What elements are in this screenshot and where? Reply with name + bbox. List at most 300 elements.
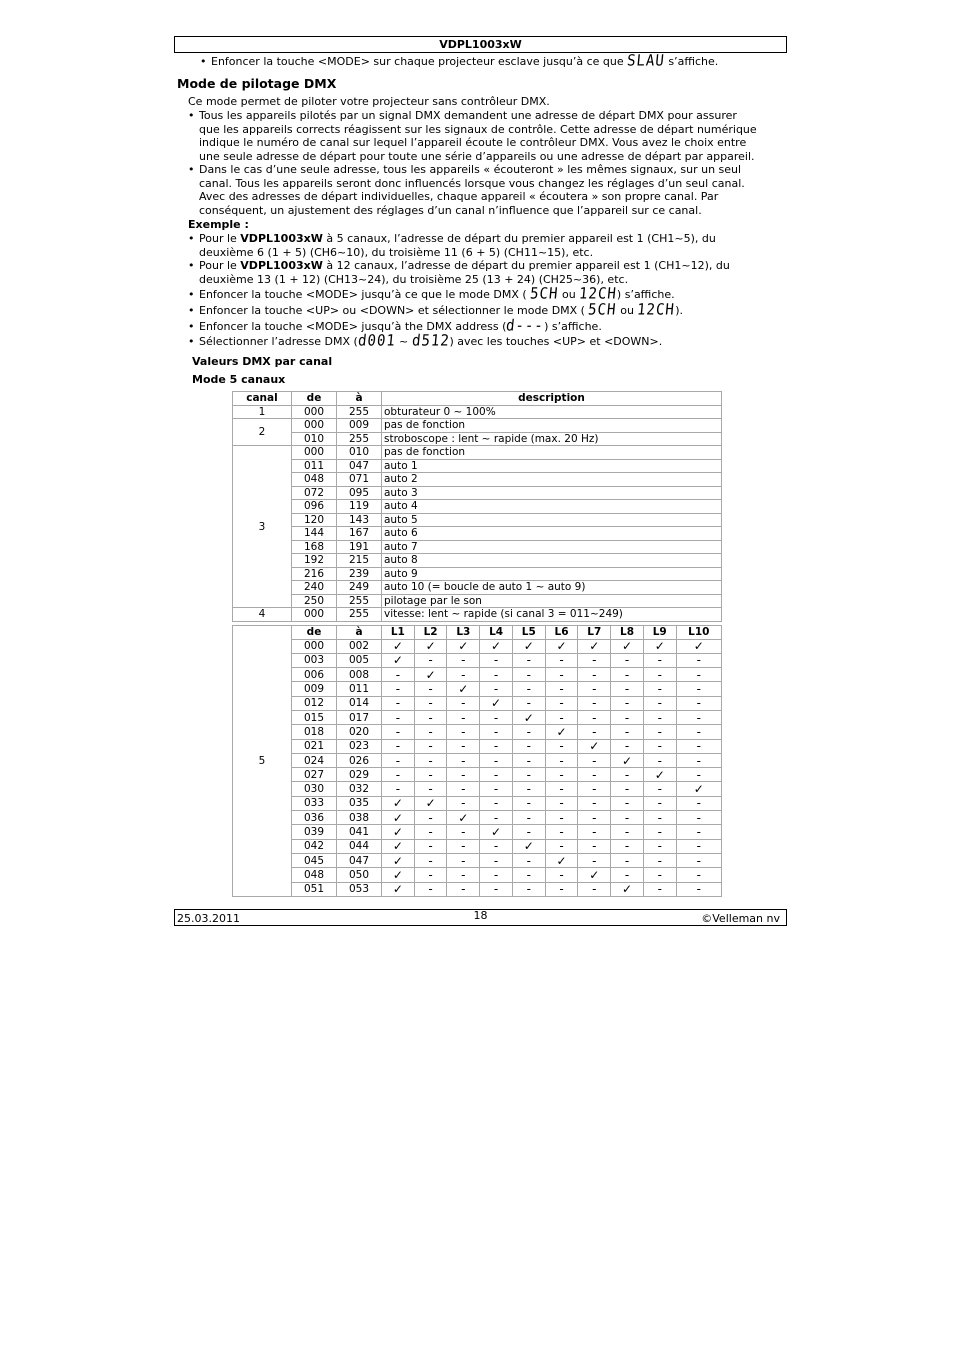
cell-a: 002: [337, 639, 382, 653]
cell-l7: -: [578, 825, 611, 839]
th-a: à: [337, 392, 382, 406]
footer-copyright: ©Velleman nv: [701, 912, 780, 925]
cell-l9: -: [643, 868, 676, 882]
th-à: à: [337, 626, 382, 640]
t: Pour le: [199, 232, 237, 245]
t: ou: [620, 304, 634, 317]
cell-a: 249: [337, 581, 382, 595]
cell-a: 071: [337, 473, 382, 487]
cell-de: 036: [292, 811, 337, 825]
cell-l1: ✓: [382, 882, 415, 896]
cell-l10: ✓: [676, 639, 721, 653]
cell-de: 168: [292, 540, 337, 554]
cell-l9: -: [643, 796, 676, 810]
cell-l6: -: [545, 839, 578, 853]
table-row: [233, 608, 722, 622]
cell-l9: -: [643, 696, 676, 710]
table-row: [233, 696, 722, 710]
subheading-mode: Mode 5 canaux: [192, 373, 286, 386]
example-5ch: [199, 232, 716, 259]
cell-l10: -: [676, 811, 721, 825]
cell-l8: -: [611, 796, 644, 810]
cell-a: 053: [337, 882, 382, 896]
line: Avec des adresses de départ individuelles, chaque appareil « écoutera » son propre canal. Par: [199, 190, 719, 204]
cell-description: auto 8: [382, 554, 722, 568]
cell-l7: -: [578, 653, 611, 667]
cell-l4: ✓: [480, 696, 513, 710]
cell-de: 009: [292, 682, 337, 696]
cell-l9: -: [643, 710, 676, 724]
cell-l6: -: [545, 868, 578, 882]
cell-de: 144: [292, 527, 337, 541]
cell-l10: -: [676, 825, 721, 839]
cell-l6: -: [545, 682, 578, 696]
cell-l5: -: [512, 739, 545, 753]
lcd-d001: d001: [357, 332, 397, 350]
th-de: de: [292, 392, 337, 406]
cell-l6: -: [545, 882, 578, 896]
cell-l2: ✓: [414, 796, 447, 810]
line: • Tous les appareils pilotés par un signal DMX demandent une adresse de départ DMX pour assurer: [199, 109, 737, 122]
cell-l6: -: [545, 768, 578, 782]
lcd-address: d---: [505, 317, 546, 335]
cell-a: 023: [337, 739, 382, 753]
cell-l1: -: [382, 739, 415, 753]
cell-a: 038: [337, 811, 382, 825]
paragraph: Ce mode permet de piloter votre projecteur sans contrôleur DMX.: [188, 95, 550, 108]
th-l1: L1: [382, 626, 415, 640]
cell-l4: -: [480, 710, 513, 724]
cell-l8: ✓: [611, 753, 644, 767]
header-model: VDPL1003xW: [439, 38, 522, 51]
cell-l5: -: [512, 725, 545, 739]
bullet-single-address: [199, 163, 745, 218]
table-row: [233, 554, 722, 568]
table-row: [233, 500, 722, 514]
step-up-down: [199, 301, 683, 319]
cell-a: 255: [337, 405, 382, 419]
cell-l10: -: [676, 682, 721, 696]
cell-l6: -: [545, 825, 578, 839]
cell-l1: -: [382, 725, 415, 739]
cell-l3: -: [447, 768, 480, 782]
cell-l10: -: [676, 768, 721, 782]
th-l5: L5: [512, 626, 545, 640]
th-l2: L2: [414, 626, 447, 640]
table-row: [233, 739, 722, 753]
cell-l10: -: [676, 725, 721, 739]
cell-l3: -: [447, 796, 480, 810]
th-l8: L8: [611, 626, 644, 640]
cell-l9: -: [643, 725, 676, 739]
cell-l3: -: [447, 753, 480, 767]
dmx-table-channels: [232, 391, 722, 622]
cell-a: 119: [337, 500, 382, 514]
th-l10: L10: [676, 626, 721, 640]
t: Pour le: [199, 259, 237, 272]
cell-l3: ✓: [447, 811, 480, 825]
cell-l7: ✓: [578, 639, 611, 653]
cell-l2: ✓: [414, 639, 447, 653]
lcd-12ch: 12CH: [578, 285, 618, 303]
cell-l10: -: [676, 753, 721, 767]
model: VDPL1003xW: [240, 232, 323, 245]
cell-l6: ✓: [545, 639, 578, 653]
cell-l8: -: [611, 825, 644, 839]
cell-l2: -: [414, 696, 447, 710]
section-title: Mode de pilotage DMX: [177, 76, 337, 91]
line: une seule adresse de départ pour toute une série d’appareils ou une adresse de départ par appareil.: [199, 150, 755, 164]
cell-de: 216: [292, 567, 337, 581]
cell-l9: -: [643, 668, 676, 682]
table-row: [233, 796, 722, 810]
cell-a: 239: [337, 567, 382, 581]
cell-a: 215: [337, 554, 382, 568]
cell-l9: -: [643, 882, 676, 896]
cell-description: auto 6: [382, 527, 722, 541]
cell-l1: ✓: [382, 825, 415, 839]
cell-l2: -: [414, 753, 447, 767]
t: ) s’affiche.: [616, 288, 675, 301]
cell-l5: -: [512, 853, 545, 867]
cell-l4: -: [480, 668, 513, 682]
cell-a: 047: [337, 459, 382, 473]
cell-l2: -: [414, 839, 447, 853]
cell-l7: -: [578, 768, 611, 782]
th-l9: L9: [643, 626, 676, 640]
cell-l3: -: [447, 696, 480, 710]
table-row: [233, 653, 722, 667]
cell-description: stroboscope : lent ~ rapide (max. 20 Hz): [382, 432, 722, 446]
cell-de: 000: [292, 446, 337, 460]
cell-a: 167: [337, 527, 382, 541]
line: canal. Tous les appareils seront donc influencés lorsque vous changez les réglages d’un seul canal.: [199, 176, 745, 190]
cell-l7: -: [578, 796, 611, 810]
cell-l7: -: [578, 753, 611, 767]
cell-l1: -: [382, 710, 415, 724]
cell-l1: ✓: [382, 868, 415, 882]
lcd-5ch: 5CH: [587, 301, 618, 319]
table-row: [233, 540, 722, 554]
cell-a: 047: [337, 853, 382, 867]
cell-l1: -: [382, 753, 415, 767]
lcd-12ch: 12CH: [636, 301, 677, 319]
cell-l1: ✓: [382, 811, 415, 825]
th-l4: L4: [480, 626, 513, 640]
table-row: [233, 768, 722, 782]
cell-de: 003: [292, 653, 337, 667]
cell-l10: -: [676, 668, 721, 682]
cell-l9: -: [643, 853, 676, 867]
cell-l9: -: [643, 653, 676, 667]
cell-de: 010: [292, 432, 337, 446]
step-select: [199, 332, 663, 350]
cell-de: 030: [292, 782, 337, 796]
cell-l2: -: [414, 653, 447, 667]
table-row: [233, 753, 722, 767]
cell-l4: -: [480, 796, 513, 810]
table-row: [233, 782, 722, 796]
cell-l2: -: [414, 853, 447, 867]
t: ~: [399, 335, 409, 348]
cell-canal: 1: [233, 405, 292, 419]
cell-description: auto 9: [382, 567, 722, 581]
table-row: [233, 710, 722, 724]
bullet-dmx-address: [199, 109, 757, 164]
cell-l7: -: [578, 882, 611, 896]
cell-l1: ✓: [382, 839, 415, 853]
table-row: [233, 446, 722, 460]
t: à 12 canaux, l’adresse de départ du premier appareil est 1 (CH1~12), du: [326, 259, 730, 272]
cell-l4: -: [480, 753, 513, 767]
table-row: [233, 419, 722, 433]
cell-l9: ✓: [643, 768, 676, 782]
cell-a: 010: [337, 446, 382, 460]
example-label: Exemple :: [188, 218, 249, 231]
cell-l1: ✓: [382, 653, 415, 667]
cell-l7: -: [578, 725, 611, 739]
cell-de: 042: [292, 839, 337, 853]
t: ) s’affiche.: [544, 320, 602, 333]
table-row: [233, 581, 722, 595]
cell-de: 000: [292, 405, 337, 419]
cell-a: 032: [337, 782, 382, 796]
cell-de: 051: [292, 882, 337, 896]
cell-description: auto 10 (= boucle de auto 1 ~ auto 9): [382, 581, 722, 595]
step-mode: [199, 285, 675, 303]
cell-l2: -: [414, 682, 447, 696]
cell-de: 096: [292, 500, 337, 514]
cell-l5: ✓: [512, 639, 545, 653]
table-row: [233, 668, 722, 682]
cell-l5: -: [512, 753, 545, 767]
cell-l8: -: [611, 739, 644, 753]
cell-l9: ✓: [643, 639, 676, 653]
cell-l7: -: [578, 682, 611, 696]
cell-l5: -: [512, 653, 545, 667]
cell-l4: -: [480, 768, 513, 782]
cell-l10: -: [676, 853, 721, 867]
line: deuxième 13 (1 + 12) (CH13~24), du troisième 25 (13 + 24) (CH25~36), etc.: [199, 272, 629, 286]
cell-l9: -: [643, 839, 676, 853]
cell-l5: -: [512, 696, 545, 710]
th-description: description: [382, 392, 722, 406]
cell-de: 048: [292, 868, 337, 882]
cell-de: 024: [292, 753, 337, 767]
cell-l7: -: [578, 811, 611, 825]
cell-a: 035: [337, 796, 382, 810]
cell-l4: -: [480, 839, 513, 853]
intro-text-after: s’affiche.: [668, 55, 719, 68]
table-row: [233, 868, 722, 882]
cell-l7: ✓: [578, 868, 611, 882]
cell-l1: -: [382, 768, 415, 782]
cell-description: auto 5: [382, 513, 722, 527]
footer-date: 25.03.2011: [177, 912, 240, 925]
cell-l9: -: [643, 811, 676, 825]
cell-l10: -: [676, 839, 721, 853]
cell-l4: -: [480, 653, 513, 667]
cell-l6: -: [545, 796, 578, 810]
cell-l6: -: [545, 710, 578, 724]
cell-a: 020: [337, 725, 382, 739]
cell-de: 012: [292, 696, 337, 710]
cell-l10: ✓: [676, 782, 721, 796]
cell-l3: -: [447, 882, 480, 896]
t: Enfoncer la touche <MODE> jusqu’à ce que le mode DMX (: [199, 288, 527, 301]
cell-l2: -: [414, 768, 447, 782]
cell-l2: -: [414, 782, 447, 796]
cell-description: auto 4: [382, 500, 722, 514]
lcd-d512: d512: [410, 332, 451, 350]
cell-l5: -: [512, 768, 545, 782]
cell-description: obturateur 0 ~ 100%: [382, 405, 722, 419]
cell-a: 008: [337, 668, 382, 682]
lcd-5ch: 5CH: [529, 285, 560, 303]
cell-de: 018: [292, 725, 337, 739]
cell-l5: -: [512, 882, 545, 896]
cell-l10: -: [676, 653, 721, 667]
cell-l7: -: [578, 782, 611, 796]
cell-l6: -: [545, 753, 578, 767]
line: conséquent, un ajustement des réglages d’un canal n’influence que l’appareil sur ce canal.: [199, 204, 702, 218]
cell-l7: -: [578, 696, 611, 710]
line: deuxième 6 (1 + 5) (CH6~10), du troisième 11 (6 + 5) (CH11~15), etc.: [199, 245, 594, 259]
cell-l3: ✓: [447, 639, 480, 653]
t: Enfoncer la touche <UP> ou <DOWN> et sélectionner le mode DMX (: [199, 304, 585, 317]
th-canal: canal: [233, 392, 292, 406]
cell-l5: -: [512, 782, 545, 796]
cell-l5: ✓: [512, 839, 545, 853]
cell-l1: -: [382, 782, 415, 796]
cell-l7: -: [578, 839, 611, 853]
cell-l6: -: [545, 782, 578, 796]
cell-l3: -: [447, 782, 480, 796]
example-12ch: [199, 259, 730, 286]
th-l6: L6: [545, 626, 578, 640]
cell-de: 250: [292, 594, 337, 608]
cell-l4: ✓: [480, 639, 513, 653]
cell-a: 255: [337, 432, 382, 446]
cell-l1: -: [382, 668, 415, 682]
table-row: [233, 567, 722, 581]
cell-l5: -: [512, 811, 545, 825]
cell-de: 120: [292, 513, 337, 527]
cell-description: auto 7: [382, 540, 722, 554]
cell-l8: -: [611, 853, 644, 867]
model: VDPL1003xW: [240, 259, 323, 272]
t: Sélectionner l’adresse DMX (: [199, 335, 358, 348]
cell-l2: -: [414, 739, 447, 753]
cell-l4: -: [480, 739, 513, 753]
cell-canal: 3: [233, 446, 292, 608]
cell-a: 017: [337, 710, 382, 724]
cell-l8: -: [611, 710, 644, 724]
cell-de: 033: [292, 796, 337, 810]
table-row: [233, 459, 722, 473]
cell-l2: -: [414, 868, 447, 882]
cell-l8: ✓: [611, 882, 644, 896]
cell-l7: -: [578, 710, 611, 724]
cell-l2: -: [414, 882, 447, 896]
cell-l8: -: [611, 725, 644, 739]
cell-a: 026: [337, 753, 382, 767]
cell-a: 255: [337, 594, 382, 608]
cell-l8: -: [611, 682, 644, 696]
cell-l5: -: [512, 668, 545, 682]
cell-l3: -: [447, 710, 480, 724]
table-row: [233, 853, 722, 867]
table-row: [233, 839, 722, 853]
cell-l4: -: [480, 725, 513, 739]
cell-l9: -: [643, 739, 676, 753]
cell-l7: -: [578, 853, 611, 867]
subheading-values: Valeurs DMX par canal: [192, 355, 333, 368]
line: indique le numéro de canal sur lequel l’appareil écoute le contrôleur DMX. Vous avez le choix entre: [199, 136, 747, 150]
cell-description: pas de fonction: [382, 419, 722, 433]
table-row: [233, 432, 722, 446]
cell-l1: ✓: [382, 796, 415, 810]
cell-de: 192: [292, 554, 337, 568]
cell-l7: -: [578, 668, 611, 682]
cell-a: 014: [337, 696, 382, 710]
th-l7: L7: [578, 626, 611, 640]
cell-l2: ✓: [414, 668, 447, 682]
cell-l10: -: [676, 739, 721, 753]
t: à 5 canaux, l’adresse de départ du premier appareil est 1 (CH1~5), du: [326, 232, 716, 245]
table-row: [233, 513, 722, 527]
table-row: [233, 473, 722, 487]
cell-a: 009: [337, 419, 382, 433]
table-row: [233, 594, 722, 608]
cell-description: auto 3: [382, 486, 722, 500]
cell-l3: -: [447, 825, 480, 839]
line: • Dans le cas d’une seule adresse, tous les appareils « écouteront » les mêmes signaux, sur un seul: [199, 163, 742, 176]
cell-l4: -: [480, 682, 513, 696]
th-de: de: [292, 626, 337, 640]
cell-l9: -: [643, 782, 676, 796]
cell-l4: -: [480, 882, 513, 896]
cell-l3: -: [447, 668, 480, 682]
t: ).: [675, 304, 683, 317]
cell-l5: ✓: [512, 710, 545, 724]
cell-l4: -: [480, 811, 513, 825]
dmx-table-channel5: [232, 625, 722, 897]
cell-canal: 4: [233, 608, 292, 622]
cell-l8: -: [611, 782, 644, 796]
cell-de: 240: [292, 581, 337, 595]
cell-l4: -: [480, 853, 513, 867]
cell-l3: -: [447, 653, 480, 667]
cell-de: 045: [292, 853, 337, 867]
table-header-row: [233, 626, 722, 640]
cell-de: 027: [292, 768, 337, 782]
cell-de: 000: [292, 419, 337, 433]
cell-l3: ✓: [447, 682, 480, 696]
cell-l10: -: [676, 882, 721, 896]
table-row: [233, 725, 722, 739]
table-row: [233, 527, 722, 541]
cell-l3: -: [447, 839, 480, 853]
step-address: [199, 317, 602, 335]
cell-l5: -: [512, 825, 545, 839]
footer-page: 18: [473, 909, 488, 922]
intro-text: Enfoncer la touche <MODE> sur chaque projecteur esclave jusqu’à ce que: [211, 55, 624, 68]
cell-l4: ✓: [480, 825, 513, 839]
cell-a: 050: [337, 868, 382, 882]
cell-l9: -: [643, 825, 676, 839]
cell-l4: -: [480, 782, 513, 796]
